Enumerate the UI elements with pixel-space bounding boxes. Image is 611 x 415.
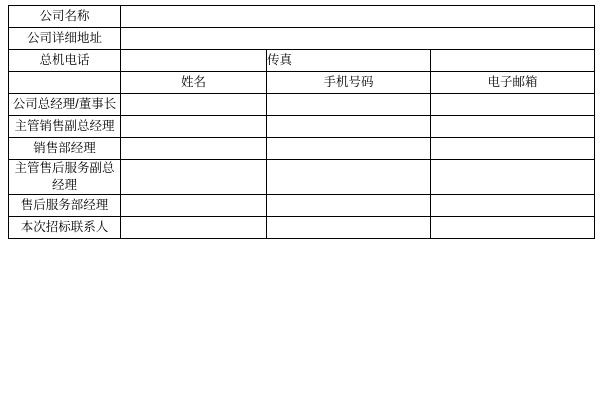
field-aftersales-vp-name[interactable] — [121, 160, 267, 195]
header-name: 姓名 — [121, 72, 267, 94]
table-row-switchboard-phone — [9, 50, 595, 72]
field-sales-vp-mobile[interactable] — [267, 116, 431, 138]
field-aftersales-vp-mobile[interactable] — [267, 160, 431, 195]
table-row — [9, 116, 595, 138]
label-sales-manager: 销售部经理 — [9, 138, 121, 160]
field-aftersales-vp-email[interactable] — [431, 160, 595, 195]
header-spacer — [9, 72, 121, 94]
table-row — [9, 138, 595, 160]
table-row — [9, 160, 595, 195]
label-switchboard-phone: 总机电话 — [9, 50, 121, 72]
table-row — [9, 216, 595, 238]
table-row-company-name — [9, 6, 595, 28]
label-general-manager: 公司总经理/董事长 — [9, 94, 121, 116]
field-sales-vp-email[interactable] — [431, 116, 595, 138]
field-general-manager-email[interactable] — [431, 94, 595, 116]
company-info-table — [8, 5, 595, 239]
field-sales-vp-name[interactable] — [121, 116, 267, 138]
field-general-manager-name[interactable] — [121, 94, 267, 116]
field-sales-manager-email[interactable] — [431, 138, 595, 160]
field-sales-manager-name[interactable] — [121, 138, 267, 160]
label-aftersales-vp: 主管售后服务副总经理 — [9, 160, 121, 195]
header-email: 电子邮箱 — [431, 72, 595, 94]
field-company-name[interactable] — [121, 6, 595, 28]
field-bid-contact-name[interactable] — [121, 216, 267, 238]
field-sales-manager-mobile[interactable] — [267, 138, 431, 160]
field-aftersales-manager-name[interactable] — [121, 194, 267, 216]
field-switchboard-phone[interactable] — [121, 50, 267, 72]
header-mobile: 手机号码 — [267, 72, 431, 94]
form-sheet — [8, 5, 594, 239]
field-aftersales-manager-mobile[interactable] — [267, 194, 431, 216]
field-company-address[interactable] — [121, 28, 595, 50]
table-row — [9, 194, 595, 216]
label-aftersales-manager: 售后服务部经理 — [9, 194, 121, 216]
table-row — [9, 94, 595, 116]
field-fax[interactable] — [431, 50, 595, 72]
label-fax: 传真 — [267, 50, 431, 72]
field-bid-contact-mobile[interactable] — [267, 216, 431, 238]
field-bid-contact-email[interactable] — [431, 216, 595, 238]
table-row-company-address — [9, 28, 595, 50]
label-sales-vp: 主管销售副总经理 — [9, 116, 121, 138]
label-company-address: 公司详细地址 — [9, 28, 121, 50]
label-bid-contact: 本次招标联系人 — [9, 216, 121, 238]
table-row-contact-headers — [9, 72, 595, 94]
label-company-name: 公司名称 — [9, 6, 121, 28]
field-general-manager-mobile[interactable] — [267, 94, 431, 116]
field-aftersales-manager-email[interactable] — [431, 194, 595, 216]
